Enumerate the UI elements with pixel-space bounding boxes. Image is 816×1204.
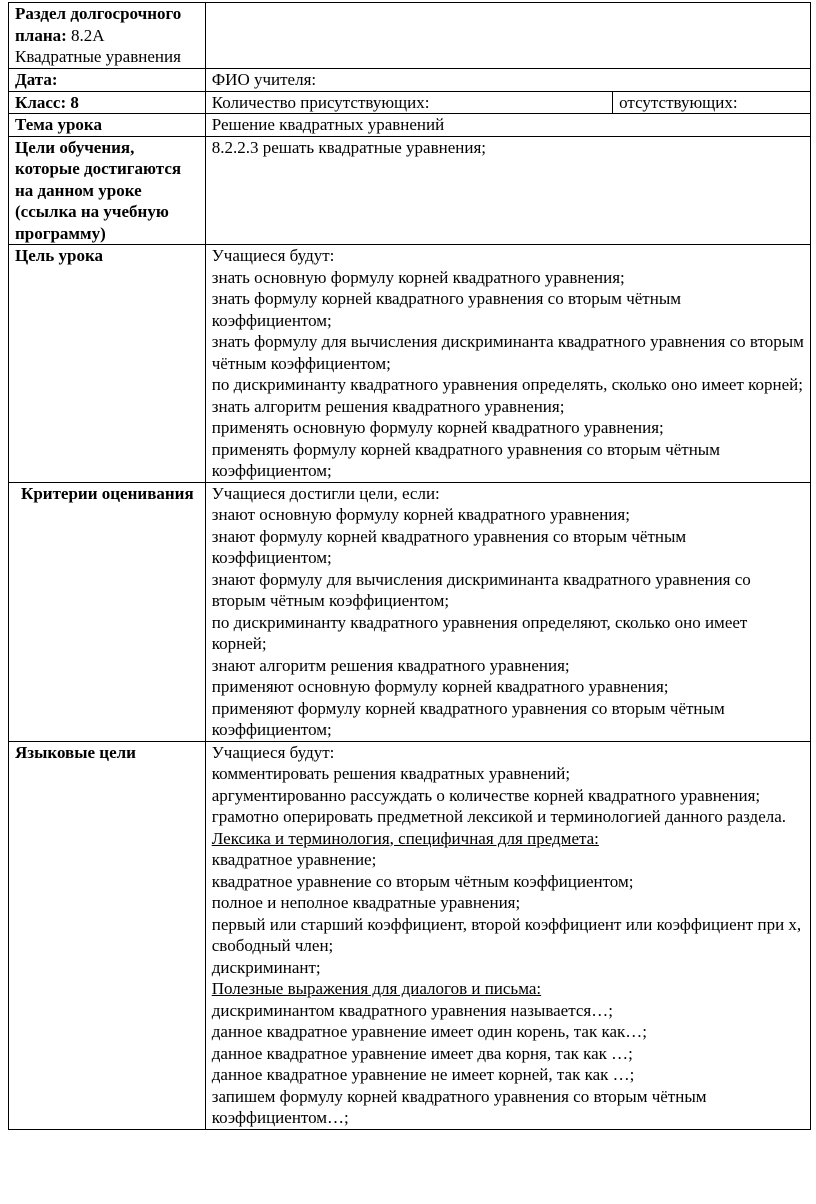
lesson-goal-cell bbox=[205, 245, 810, 483]
row-criteria bbox=[9, 482, 811, 741]
language-line: грамотно оперировать предметной лексикой и терминологией данного раздела. bbox=[211, 807, 787, 826]
criteria-line: применяют основную формулу корней квадратного уравнения; bbox=[211, 677, 669, 696]
section-empty-cell bbox=[205, 3, 810, 69]
row-date bbox=[9, 69, 811, 92]
lesson-goal-line: знать формулу корней квадратного уравнения со вторым чётным коэффициентом; bbox=[211, 289, 681, 330]
lesson-goal-line: знать алгоритм решения квадратного уравнения; bbox=[211, 396, 565, 416]
criteria-label: Критерии оценивания bbox=[9, 482, 206, 741]
lesson-goal-line: знать формулу для вычисления дискриминанта квадратного уравнения со вторым чётным коэффициентом; bbox=[211, 332, 804, 373]
row-topic bbox=[9, 114, 811, 137]
criteria-cell bbox=[205, 482, 810, 741]
criteria-line: знают формулу корней квадратного уравнения со вторым чётным коэффициентом; bbox=[211, 526, 687, 567]
criteria-line: по дискриминанту квадратного уравнения определяют, сколько оно имеет корней; bbox=[211, 612, 748, 653]
topic-label: Тема урока bbox=[9, 114, 206, 137]
section-cell bbox=[9, 3, 206, 69]
date-label: Дата: bbox=[9, 69, 206, 92]
row-language bbox=[9, 741, 811, 1129]
lesson-goal-line: знать основную формулу корней квадратного уравнения; bbox=[211, 267, 625, 287]
topic-value: Решение квадратных уравнений bbox=[205, 114, 810, 137]
criteria-line: применяют формулу корней квадратного уравнения со вторым чётным коэффициентом; bbox=[211, 698, 725, 739]
section-label: Раздел долгосрочного плана: bbox=[15, 4, 182, 45]
absent-label: отсутствующих: bbox=[613, 91, 811, 114]
vocab-line: полное и неполное квадратные уравнения; bbox=[211, 893, 521, 912]
language-label: Языковые цели bbox=[9, 741, 206, 1129]
vocab-line: первый или старший коэффициент, второй коэффициент или коэффициент при х, свободный член; bbox=[211, 914, 802, 955]
phrase-line: данное квадратное уравнение не имеет корней, так как …; bbox=[211, 1065, 635, 1084]
phrase-line: запишем формулу корней квадратного уравнения со вторым чётным коэффициентом…; bbox=[211, 1086, 707, 1127]
lesson-goal-line: применять формулу корней квадратного уравнения со вторым чётным коэффициентом; bbox=[211, 439, 720, 480]
row-objectives bbox=[9, 136, 811, 245]
vocab-heading: Лексика и терминология, специфичная для предмета: bbox=[211, 828, 599, 848]
row-lesson-goal bbox=[9, 245, 811, 483]
present-label: Количество присутствующих: bbox=[205, 91, 612, 114]
row-class bbox=[9, 91, 811, 114]
lesson-goal-line: по дискриминанту квадратного уравнения определять, сколько оно имеет корней; bbox=[211, 375, 803, 394]
lesson-plan-table bbox=[8, 2, 811, 1130]
criteria-line: Учащиеся достигли цели, если: bbox=[211, 483, 440, 503]
objectives-value: 8.2.2.3 решать квадратные уравнения; bbox=[205, 136, 810, 245]
phrases-heading: Полезные выражения для диалогов и письма: bbox=[211, 979, 542, 998]
vocab-line: дискриминант; bbox=[211, 957, 321, 977]
objectives-label: Цели обучения, которые достигаются на данном уроке (ссылка на учебную программу) bbox=[9, 136, 206, 245]
language-line: Учащиеся будут: bbox=[211, 742, 335, 762]
lesson-goal-line: Учащиеся будут: bbox=[211, 246, 335, 265]
vocab-line: квадратное уравнение; bbox=[211, 850, 377, 869]
lesson-goal-label: Цель урока bbox=[9, 245, 206, 483]
language-line: комментировать решения квадратных уравнений; bbox=[211, 764, 571, 783]
teacher-label: ФИО учителя: bbox=[205, 69, 810, 92]
phrase-line: дискриминантом квадратного уравнения называется…; bbox=[211, 1000, 613, 1020]
criteria-line: знают формулу для вычисления дискриминанта квадратного уравнения со вторым чётным коэффициентом; bbox=[211, 569, 751, 610]
class-label: Класс: 8 bbox=[9, 91, 206, 114]
language-cell bbox=[205, 741, 810, 1129]
phrase-line: данное квадратное уравнение имеет два корня, так как …; bbox=[211, 1043, 633, 1063]
lesson-goal-line: применять основную формулу корней квадратного уравнения; bbox=[211, 418, 664, 437]
criteria-line: знают алгоритм решения квадратного уравнения; bbox=[211, 655, 570, 675]
section-name: Квадратные уравнения bbox=[15, 47, 181, 66]
language-line: аргументированно рассуждать о количестве корней квадратного уравнения; bbox=[211, 785, 761, 805]
criteria-line: знают основную формулу корней квадратного уравнения; bbox=[211, 505, 630, 524]
section-code: 8.2A bbox=[71, 25, 105, 45]
vocab-line: квадратное уравнение со вторым чётным коэффициентом; bbox=[211, 871, 634, 891]
row-section bbox=[9, 3, 811, 69]
phrase-line: данное квадратное уравнение имеет один корень, так как…; bbox=[211, 1022, 647, 1041]
